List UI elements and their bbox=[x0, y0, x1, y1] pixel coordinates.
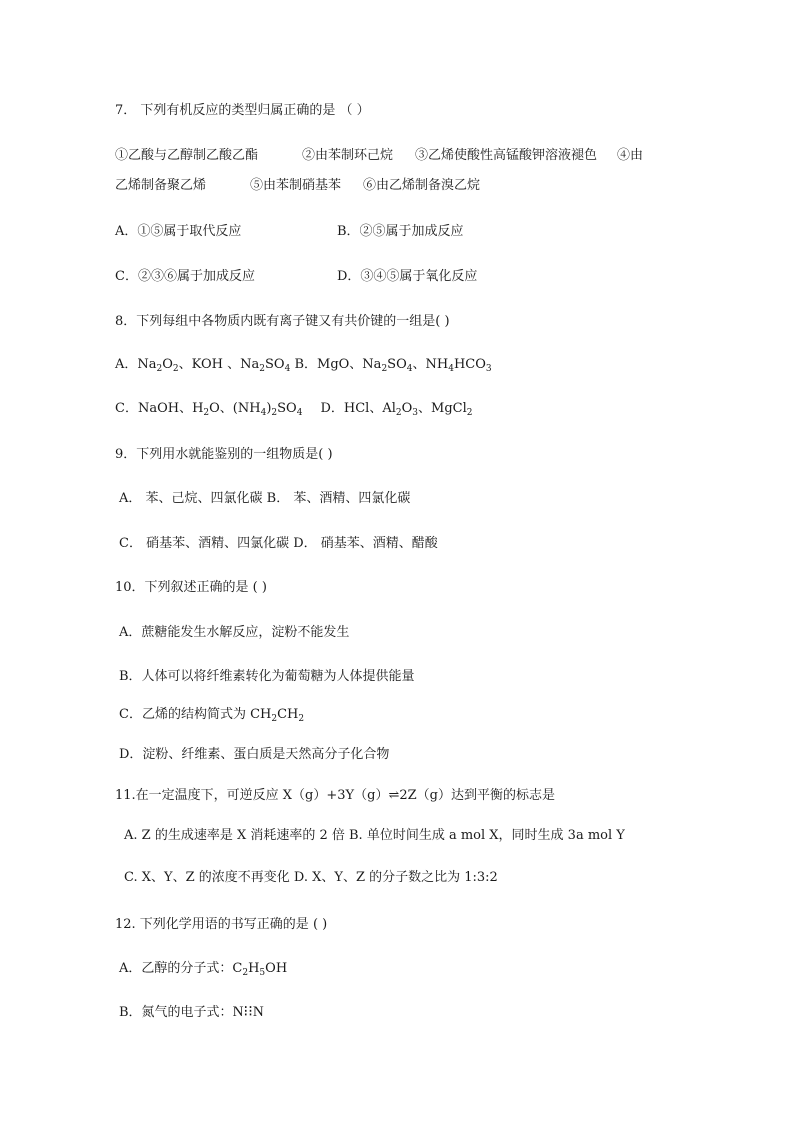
q7-item-4-end: 乙烯制备聚乙烯 bbox=[115, 178, 207, 193]
q12-option-b: B．氮气的电子式：N⁝⁝N bbox=[119, 1004, 264, 1020]
q8-options-cd: C．NaOH、$H_2O$、$(NH_4)_2SO_4$ D．HCl、$Al_2O_3$、MgCl$_2$ bbox=[115, 401, 473, 418]
q9-options-ab: A． 苯、己烷、四氯化碳 B． 苯、酒精、四氯化碳 bbox=[119, 491, 411, 506]
q10-option-b: B．人体可以将纤维素转化为葡萄糖为人体提供能量 bbox=[119, 669, 415, 684]
q7-items-line2 bbox=[115, 178, 480, 194]
q7-option-d: D．③④⑤属于氧化反应 bbox=[337, 269, 478, 284]
q7-item-6: ⑥由乙烯制备溴乙烷 bbox=[363, 178, 481, 193]
q11-options-ab: A. Z 的生成速率是 X 消耗速率的 2 倍 B. 单位时间生成 a mol X，同时生成 3a mol Y bbox=[124, 828, 625, 843]
q7-stem: 7． 下列有机反应的类型归属正确的是 （ ） bbox=[115, 103, 370, 118]
q7-items-line1 bbox=[115, 148, 643, 164]
q12-stem: 12. 下列化学用语的书写正确的是 ( ) bbox=[115, 917, 328, 932]
q7-item-1: ①乙酸与乙醇制乙酸乙酯 bbox=[115, 148, 259, 163]
q10-option-a: A．蔗糖能发生水解反应，淀粉不能发生 bbox=[119, 625, 350, 640]
q7-item-2: ②由苯制环己烷 bbox=[302, 148, 394, 163]
q8-options-ab: A．$Na_2O_2$、KOH 、$Na_2SO_4$ B．MgO、$Na_2SO_4$、$NH_4HCO_3$ bbox=[115, 357, 492, 374]
q7-option-a: A．①⑤属于取代反应 bbox=[115, 224, 242, 239]
q12-option-a: A．乙醇的分子式：$C_2H_5OH$ bbox=[119, 961, 288, 978]
q9-stem: 9．下列用水就能鉴别的一组物质是( ) bbox=[115, 447, 333, 462]
q9-options-cd: C． 硝基苯、酒精、四氯化碳 D． 硝基苯、酒精、醋酸 bbox=[119, 536, 438, 551]
q8-stem: 8．下列每组中各物质内既有离子键又有共价键的一组是( ) bbox=[115, 314, 450, 329]
q7-option-b: B．②⑤属于加成反应 bbox=[337, 224, 464, 239]
q10-option-d: D．淀粉、纤维素、蛋白质是天然高分子化合物 bbox=[119, 747, 390, 762]
q7-item-4-start: ④由 bbox=[617, 148, 644, 163]
q11-options-cd: C. X、Y、Z 的浓度不再变化 D. X、Y、Z 的分子数之比为 1:3:2 bbox=[124, 870, 498, 885]
q7-item-5: ⑤由苯制硝基苯 bbox=[250, 178, 342, 193]
nitrogen-electron-formula: N⁝⁝N bbox=[232, 1004, 264, 1020]
q10-option-c: C．乙烯的结构简式为 $CH_2CH_2$ bbox=[119, 707, 305, 724]
q11-stem: 11.在一定温度下，可逆反应 X（g）+3Y（g）⇌2Z（g）达到平衡的标志是 bbox=[115, 788, 555, 803]
q7-option-c: C．②③⑥属于加成反应 bbox=[115, 269, 255, 284]
q10-stem: 10．下列叙述正确的是 ( ) bbox=[115, 580, 267, 595]
q7-item-3: ③乙烯使酸性高锰酸钾溶液褪色 bbox=[415, 148, 598, 163]
